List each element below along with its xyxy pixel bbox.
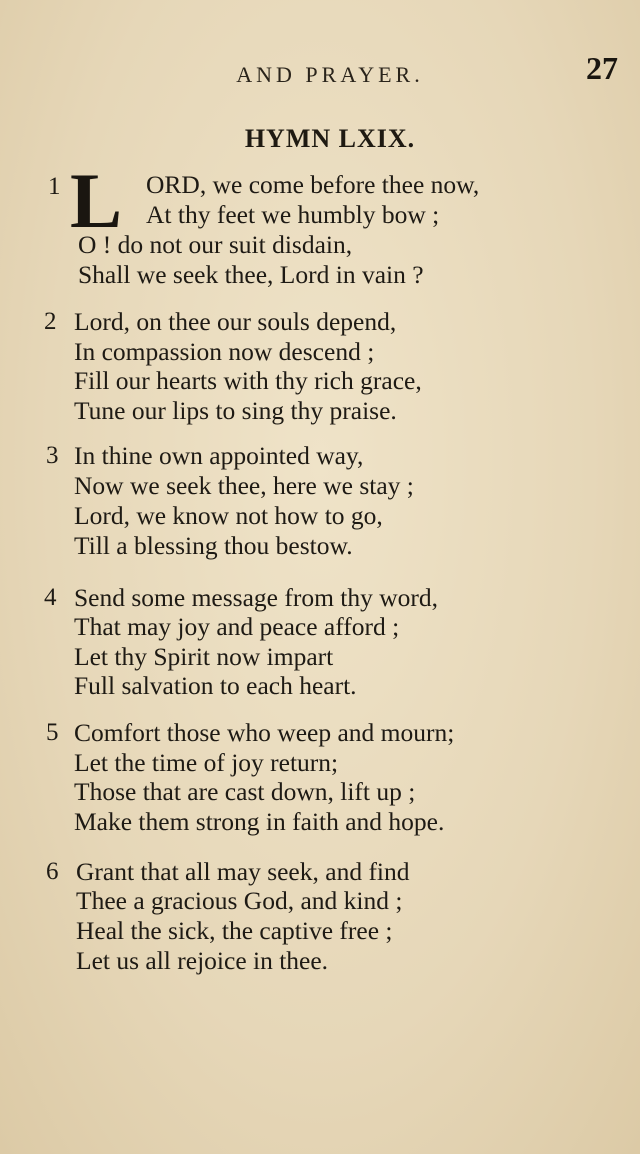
- stanza-line: Let the time of joy return;: [74, 748, 339, 777]
- stanza-line: Those that are cast down, lift up ;: [74, 777, 416, 806]
- drop-cap: L: [70, 157, 123, 244]
- stanza-line: Heal the sick, the captive free ;: [76, 916, 393, 945]
- stanza-number: 4: [44, 584, 57, 611]
- stanza-line: Grant that all may seek, and find: [76, 857, 410, 886]
- stanza-line: Full salvation to each heart.: [74, 671, 357, 700]
- stanza-line: In compassion now descend ;: [74, 337, 375, 366]
- stanza-line: Now we seek thee, here we stay ;: [74, 471, 414, 500]
- stanza-number: 6: [46, 858, 59, 885]
- stanza-line: Make them strong in faith and hope.: [74, 807, 445, 836]
- stanza-line: Fill our hearts with thy rich grace,: [74, 366, 422, 395]
- stanza-line: Thee a gracious God, and kind ;: [76, 886, 403, 915]
- stanza-line: Send some message from thy word,: [74, 583, 439, 612]
- stanza-number: 2: [44, 308, 57, 335]
- stanza-line: ORD, we come before thee now,: [146, 170, 480, 199]
- stanza-line: At thy feet we humbly bow ;: [146, 200, 440, 229]
- stanza-line: That may joy and peace afford ;: [74, 612, 400, 641]
- stanza-line: Till a blessing thou bestow.: [74, 531, 353, 560]
- stanza-line: Lord, on thee our souls depend,: [74, 307, 397, 336]
- stanza-line: Tune our lips to sing thy praise.: [74, 396, 397, 425]
- page-number: 27: [586, 50, 618, 86]
- stanza-line: Shall we seek thee, Lord in vain ?: [78, 260, 424, 289]
- stanza-number: 5: [46, 719, 59, 746]
- stanza-line: O ! do not our suit disdain,: [78, 230, 353, 259]
- stanza-line: Comfort those who weep and mourn;: [74, 718, 455, 747]
- stanza-line: In thine own appointed way,: [74, 441, 364, 470]
- hymn-title: HYMN LXIX.: [244, 124, 416, 153]
- running-head: AND PRAYER.: [236, 62, 424, 87]
- stanza-line: Let us all rejoice in thee.: [76, 946, 329, 975]
- stanza-line: Lord, we know not how to go,: [74, 501, 383, 530]
- stanza-number: 1: [48, 173, 61, 200]
- stanza-line: Let thy Spirit now impart: [74, 642, 334, 671]
- stanza-number: 3: [46, 442, 59, 469]
